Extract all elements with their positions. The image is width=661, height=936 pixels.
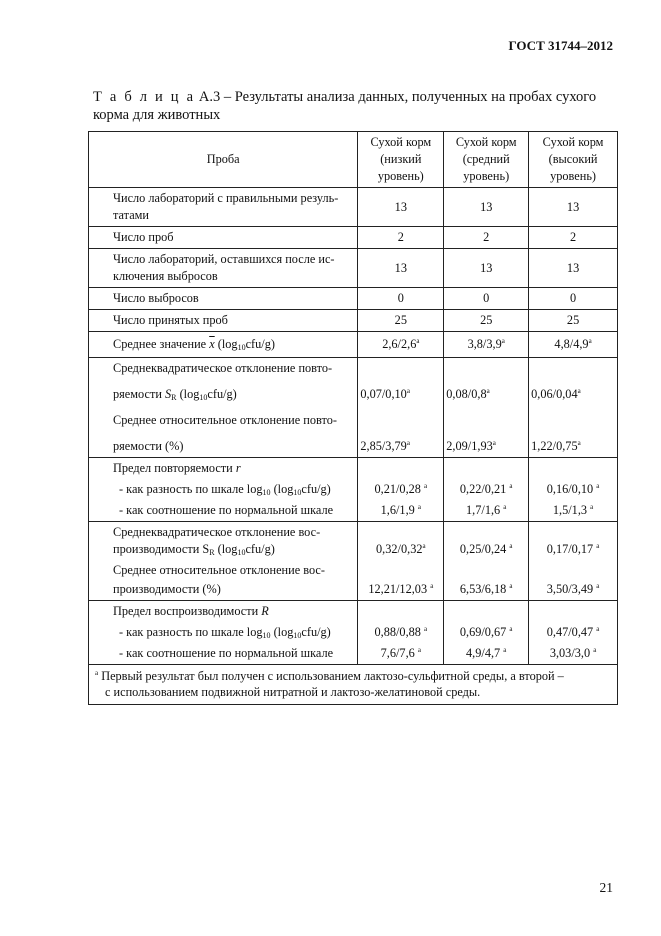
- table-footnote: [89, 665, 618, 705]
- row-label: Число лабораторий, оставшихся после ис-ключения выбросов: [89, 249, 358, 288]
- cell-low: 25: [358, 310, 444, 332]
- cell-low: [358, 522, 444, 601]
- footnote-marker: a: [596, 482, 600, 490]
- table-row: [89, 188, 618, 227]
- cell-mid: 2: [444, 227, 529, 249]
- footnote-marker: a: [406, 387, 410, 395]
- row-label: [89, 332, 358, 358]
- unit-suffix: cfu/g): [207, 387, 237, 401]
- label-text: - как разность по шкале log: [119, 625, 263, 639]
- caption-number: А.3: [198, 89, 221, 105]
- label-line: [113, 624, 351, 641]
- cell-high: 0: [529, 288, 618, 310]
- footnote-row: [89, 665, 618, 705]
- cell-mid: 0: [444, 288, 529, 310]
- symbol: r: [235, 461, 241, 475]
- label-line: [113, 603, 351, 620]
- sub: 10: [262, 488, 271, 497]
- table-row: [89, 332, 618, 358]
- table-header-row: [89, 132, 618, 188]
- cell-low: [358, 358, 444, 458]
- cell-high: [529, 522, 618, 601]
- label-line: Среднее относительное отклонение повто-: [113, 413, 337, 427]
- page-number: 21: [599, 880, 613, 895]
- cell-mid: [444, 358, 529, 458]
- cell-mid: 25: [444, 310, 529, 332]
- footnote-marker: a: [486, 387, 490, 395]
- table-row: [89, 310, 618, 332]
- results-table: [88, 131, 618, 705]
- footnote-marker: a: [596, 542, 600, 550]
- table-row: [89, 288, 618, 310]
- header-high: Сухой корм (высокий уровень): [529, 132, 618, 188]
- label-line: ряемости (%): [113, 439, 184, 453]
- footnote-marker: a: [590, 503, 594, 511]
- footnote-marker: a: [430, 582, 434, 590]
- footnote-marker: a: [406, 439, 410, 447]
- row-label: [89, 522, 358, 601]
- mean-unit: [218, 337, 275, 351]
- label-text: (log: [270, 625, 294, 639]
- unit-suffix: cfu/g): [245, 337, 275, 351]
- symbol: S: [165, 387, 172, 401]
- footnote-marker: a: [417, 646, 421, 654]
- label-line: [113, 460, 351, 477]
- footnote-marker: a: [422, 542, 426, 550]
- standard-code: ГОСТ 31744–2012: [508, 38, 613, 53]
- value: 3,50/3,49: [546, 582, 594, 596]
- value: 0,88/0,88: [374, 625, 421, 639]
- unit-sub: 10: [237, 343, 246, 352]
- value: 1,6/1,9: [380, 503, 415, 517]
- cell-high: 2: [529, 227, 618, 249]
- cell-high: 13: [529, 249, 618, 288]
- value: 0,47/0,47: [546, 625, 594, 639]
- label-line: - как соотношение по нормальной шкале: [119, 646, 334, 660]
- label-line: Среднеквадратическое отклонение повто-: [113, 361, 333, 375]
- value: 0,17/0,17: [546, 542, 594, 556]
- label-line: производимости (%): [113, 582, 221, 596]
- symbol: R: [261, 604, 269, 618]
- row-label: [89, 358, 358, 458]
- symbol-sub: R: [171, 393, 177, 402]
- footnote-marker: a: [503, 503, 507, 511]
- footnote-marker: a: [509, 482, 513, 490]
- footnote-marker: a: [577, 439, 581, 447]
- label-line: [113, 386, 351, 403]
- value: 0,21/0,28: [374, 482, 421, 496]
- value: 7,6/7,6: [380, 646, 415, 660]
- value: 0,07/0,10: [360, 387, 407, 401]
- header-sample: Проба: [89, 132, 358, 188]
- value: 0,06/0,04: [531, 387, 578, 401]
- table-caption: [93, 88, 618, 124]
- footnote-marker: a: [588, 337, 592, 345]
- footnote-marker: a: [492, 439, 496, 447]
- mean-symbol: $\overline{x}$: [209, 337, 215, 351]
- cell-low: [358, 332, 444, 358]
- footnote-marker: a: [95, 669, 99, 677]
- label-line: [113, 481, 351, 498]
- footnote-marker: a: [509, 582, 513, 590]
- header-mid: Сухой корм (средний уровень): [444, 132, 529, 188]
- row-label: Число принятых проб: [89, 310, 358, 332]
- label-text: cfu/g): [301, 482, 331, 496]
- label-text: Предел повторяемости: [113, 461, 233, 475]
- value: 4,8/4,9: [554, 337, 589, 351]
- row-label: [89, 458, 358, 522]
- value: 0,32/0,32: [376, 542, 423, 556]
- footnote-marker: a: [503, 646, 507, 654]
- mean-label: Среднее значение: [113, 337, 207, 351]
- label-text: (log: [270, 482, 294, 496]
- footnote-text: Первый результат был получен с использованием лактозо-сульфитной среды, а второй –: [101, 669, 564, 683]
- cell-low: 0: [358, 288, 444, 310]
- caption-text: – Результаты анализа данных, полученных на пробах сухого корма для животных: [93, 89, 597, 123]
- footnote-marker: a: [424, 625, 428, 633]
- sub: 10: [293, 631, 302, 640]
- cell-low: [358, 458, 444, 522]
- value: 1,7/1,6: [466, 503, 501, 517]
- value: 1,5/1,3: [552, 503, 588, 517]
- cell-high: [529, 358, 618, 458]
- footnote-marker: a: [593, 646, 597, 654]
- cell-mid: 13: [444, 249, 529, 288]
- value: 0,16/0,10: [546, 482, 594, 496]
- row-label: Число выбросов: [89, 288, 358, 310]
- sub: 10: [262, 631, 271, 640]
- cell-high: [529, 601, 618, 665]
- cell-low: [358, 601, 444, 665]
- cell-low: 13: [358, 188, 444, 227]
- value: 6,53/6,18: [459, 582, 507, 596]
- unit-prefix: (log: [217, 337, 238, 351]
- cell-high: [529, 332, 618, 358]
- label-text: Предел воспроизводимости: [113, 604, 259, 618]
- cell-mid: [444, 601, 529, 665]
- cell-low: 2: [358, 227, 444, 249]
- label-line: - как соотношение по нормальной шкале: [119, 503, 334, 517]
- unit-suffix: cfu/g): [245, 542, 275, 556]
- footnote-marker: a: [416, 337, 420, 345]
- footnote-line: [95, 669, 564, 683]
- cell-mid: [444, 332, 529, 358]
- table-row: [89, 249, 618, 288]
- value: 12,21/12,03: [368, 582, 428, 596]
- unit-prefix: (log: [214, 542, 238, 556]
- value: 1,22/0,75: [531, 439, 578, 453]
- footnote-marker: a: [577, 387, 581, 395]
- unit-sub: 10: [199, 393, 208, 402]
- footnote-marker: a: [509, 542, 513, 550]
- table-row: [89, 522, 618, 601]
- table-row: [89, 358, 618, 458]
- row-label: [89, 601, 358, 665]
- table-row: [89, 601, 618, 665]
- cell-high: 25: [529, 310, 618, 332]
- cell-mid: [444, 522, 529, 601]
- sub: 10: [293, 488, 302, 497]
- label-line: [113, 541, 351, 558]
- footnote-marker: a: [596, 582, 600, 590]
- label-text: ряемости: [113, 387, 162, 401]
- value: 4,9/4,7: [466, 646, 501, 660]
- label-line: Среднеквадратическое отклонение вос-: [113, 525, 321, 539]
- unit-sub: 10: [237, 548, 246, 557]
- footnote-marker: a: [596, 625, 600, 633]
- table-row: [89, 458, 618, 522]
- value: 2,09/1,93: [446, 439, 493, 453]
- header-low: Сухой корм (низкий уровень): [358, 132, 444, 188]
- value: 0,69/0,67: [459, 625, 507, 639]
- label-text: cfu/g): [301, 625, 331, 639]
- cell-mid: [444, 458, 529, 522]
- cell-high: 13: [529, 188, 618, 227]
- table-row: [89, 227, 618, 249]
- value: 2,85/3,79: [360, 439, 407, 453]
- symbol-sub: R: [209, 548, 215, 557]
- cell-low: 13: [358, 249, 444, 288]
- footnote-marker: a: [417, 503, 421, 511]
- value: 0,22/0,21: [459, 482, 507, 496]
- row-label: Число проб: [89, 227, 358, 249]
- footnote-marker: a: [424, 482, 428, 490]
- cell-mid: 13: [444, 188, 529, 227]
- footnote-marker: a: [501, 337, 505, 345]
- value: 0,25/0,24: [459, 542, 507, 556]
- value: 2,6/2,6: [382, 337, 417, 351]
- cell-high: [529, 458, 618, 522]
- footnote-line: с использованием подвижной нитратной и лактозо-желатиновой среды.: [105, 685, 481, 699]
- value: 3,03/3,0: [549, 646, 591, 660]
- unit-prefix: (log: [179, 387, 200, 401]
- label-text: производимости S: [113, 542, 210, 556]
- row-label: Число лабораторий с правильными резуль-татами: [89, 188, 358, 227]
- value: 3,8/3,9: [467, 337, 502, 351]
- label-line: Среднее относительное отклонение вос-: [113, 563, 325, 577]
- footnote-marker: a: [509, 625, 513, 633]
- caption-prefix: Т а б л и ц а: [93, 89, 196, 105]
- label-text: - как разность по шкале log: [119, 482, 263, 496]
- value: 0,08/0,8: [446, 387, 487, 401]
